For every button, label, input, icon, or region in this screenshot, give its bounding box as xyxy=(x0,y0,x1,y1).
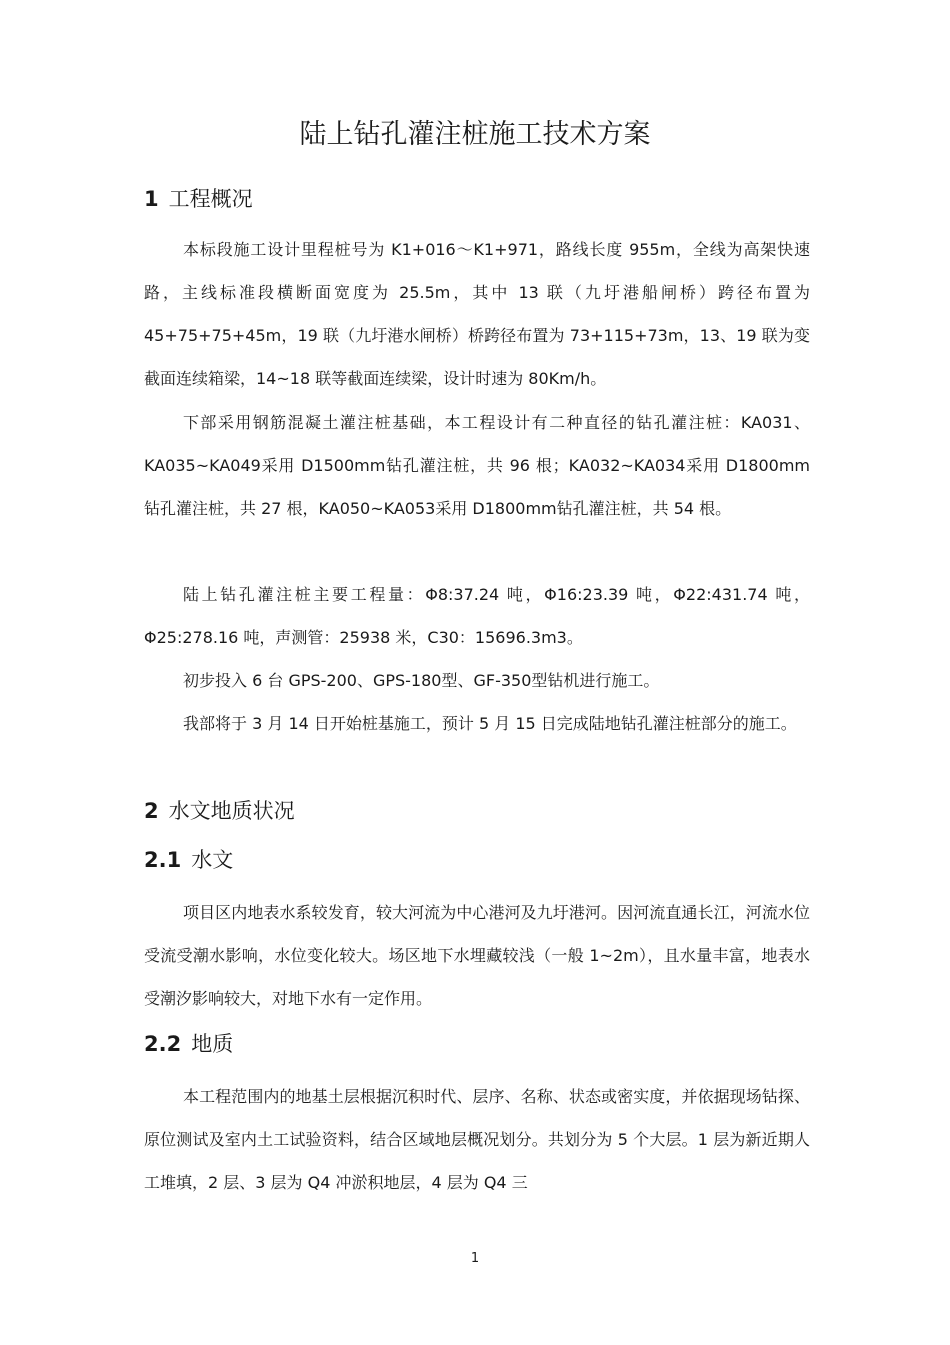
paragraph-foundation: 下部采用钢筋混凝土灌注桩基础，本工程设计有二种直径的钻孔灌注桩：KA031、KA035~KA049采用 D1500mm钻孔灌注桩，共 96 根；KA032~KA034采用 D1800mm钻孔灌注桩，共 27 根，KA050~KA053采用 D1800mm钻孔灌注桩，共 54 根。 xyxy=(144,413,810,518)
paragraph-schedule: 我部将于 3 月 14 日开始桩基施工，预计 5 月 15 日完成陆地钻孔灌注桩部分的施工。 xyxy=(183,714,797,733)
section-title: 工程概况 xyxy=(168,187,253,211)
paragraph-quantities: 陆上钻孔灌注桩主要工程量：Φ8:37.24 吨，Φ16:23.39 吨，Φ22:431.74 吨，Φ25:278.16 吨，声测管：25938 米，C30：15696.3m3。 xyxy=(144,585,810,647)
section-title: 水文地质状况 xyxy=(168,799,295,823)
paragraph-hydrology: 项目区内地表水系较发育，较大河流为中心港河及九圩港河。因河流直通长江，河流水位受流受潮水影响，水位变化较大。场区地下水埋藏较浅（一般 1~2m），且水量丰富，地表水受潮汐影响较大，对地下水有一定作用。 xyxy=(144,903,810,1008)
section-heading-2 xyxy=(144,796,295,826)
section-heading-2-2 xyxy=(144,1029,233,1059)
paragraph-project-overview: 本标段施工设计里程桩号为 K1+016～K1+971，路线长度 955m，全线为高架快速路，主线标准段横断面宽度为 25.5m，其中 13 联（九圩港船闸桥）跨径布置为 45+75+75+45m，19 联（九圩港水闸桥）桥跨径布置为 73+115+73m，13、19 联为变截面连续箱梁，14~18 联等截面连续梁，设计时速为 80Km/h。 xyxy=(144,240,810,388)
section-number: 1 xyxy=(144,187,159,211)
paragraph-geology: 本工程范围内的地基土层根据沉积时代、层序、名称、状态或密实度，并依据现场钻探、原位测试及室内土工试验资料，结合区域地层概况划分。共划分为 5 个大层。1 层为新近期人工堆填，2 层、3 层为 Q4 冲淤积地层，4 层为 Q4 三 xyxy=(144,1087,810,1192)
section-title: 地质 xyxy=(191,1032,234,1056)
section-heading-1 xyxy=(144,184,253,214)
section-title: 水文 xyxy=(191,848,234,872)
section-heading-2-1 xyxy=(144,845,233,875)
section-number: 2.2 xyxy=(144,1032,182,1056)
section-number: 2 xyxy=(144,799,159,823)
paragraph-equipment: 初步投入 6 台 GPS-200、GPS-180型、GF-350型钻机进行施工。 xyxy=(183,671,660,690)
page-number: 1 xyxy=(470,1251,480,1266)
section-number: 2.1 xyxy=(144,848,182,872)
document-title: 陆上钻孔灌注桩施工技术方案 xyxy=(299,119,651,150)
